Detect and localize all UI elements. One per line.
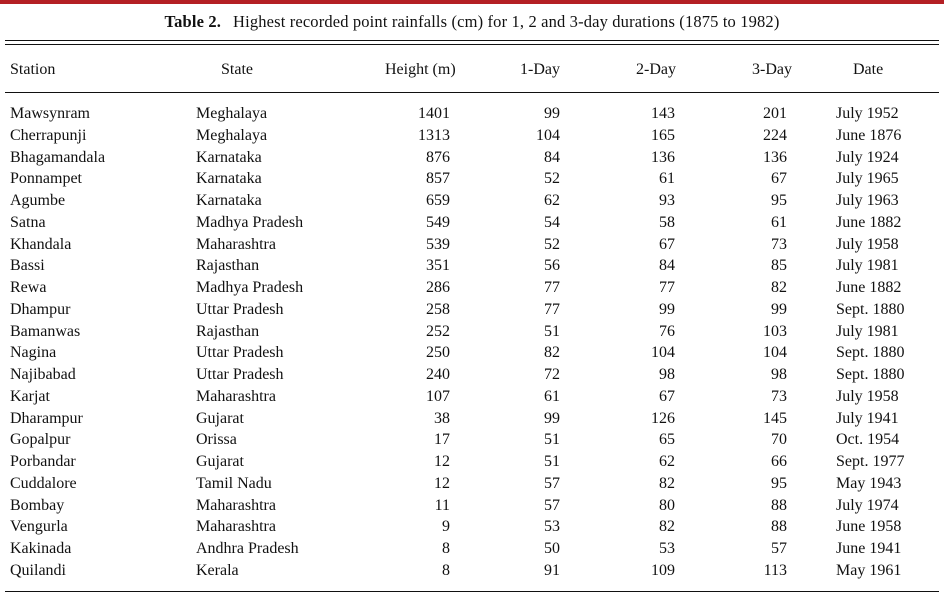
cell-state: Karnataka — [196, 192, 262, 209]
table-row — [0, 343, 944, 365]
cell-state: Kerala — [196, 561, 239, 579]
cell-height: 1401 — [418, 105, 450, 122]
header-state: State — [221, 61, 253, 78]
cell-state: Maharashtra — [196, 496, 276, 514]
cell-height: 250 — [426, 344, 450, 362]
cell-3-day: 82 — [771, 279, 787, 296]
cell-1-day: 50 — [544, 540, 560, 557]
cell-date: June 1882 — [836, 213, 902, 231]
cell-station: Ponnampet — [10, 170, 82, 188]
cell-3-day: 57 — [771, 540, 787, 557]
header-3-day: 3-Day — [752, 61, 792, 78]
cell-station: Kakinada — [10, 540, 72, 557]
cell-1-day: 51 — [544, 431, 560, 449]
cell-station: Karjat — [10, 387, 50, 405]
header-rule — [5, 92, 939, 93]
cell-date: Sept. 1880 — [836, 344, 905, 362]
cell-1-day: 72 — [544, 366, 560, 383]
cell-1-day: 104 — [536, 126, 560, 144]
cell-station: Bombay — [10, 496, 65, 514]
cell-1-day: 51 — [544, 453, 560, 470]
cell-station: Najibabad — [10, 366, 76, 383]
cell-3-day: 88 — [771, 518, 787, 536]
cell-1-day: 61 — [544, 387, 560, 405]
cell-height: 258 — [426, 300, 450, 318]
cell-height: 12 — [434, 453, 450, 470]
cell-date: May 1961 — [836, 561, 902, 579]
cell-1-day: 77 — [544, 300, 560, 318]
table-row — [0, 300, 944, 322]
cell-1-day: 62 — [544, 192, 560, 209]
cell-3-day: 113 — [763, 561, 787, 579]
cell-2-day: 93 — [659, 192, 675, 209]
table-row — [0, 387, 944, 409]
table-caption — [0, 12, 944, 32]
cell-station: Porbandar — [10, 453, 76, 470]
cell-3-day: 70 — [771, 431, 787, 449]
cell-state: Uttar Pradesh — [196, 300, 284, 318]
cell-station: Bhagamandala — [10, 148, 106, 166]
cell-date: July 1924 — [836, 148, 899, 166]
cell-date: July 1981 — [836, 322, 899, 340]
table-row — [0, 496, 944, 518]
cell-date: Sept. 1880 — [836, 366, 905, 383]
cell-3-day: 104 — [763, 344, 787, 362]
cell-state: Maharashtra — [196, 518, 276, 536]
header-height: Height (m) — [385, 61, 456, 78]
cell-date: Oct. 1954 — [836, 431, 900, 449]
cell-1-day: 84 — [544, 148, 560, 166]
cell-2-day: 109 — [651, 561, 675, 579]
header-2-day: 2-Day — [636, 61, 676, 78]
cell-date: July 1958 — [836, 387, 899, 405]
cell-2-day: 99 — [659, 300, 675, 318]
table-row — [0, 409, 944, 431]
cell-state: Madhya Pradesh — [196, 213, 304, 231]
table-title: Highest recorded point rainfalls (cm) for 1, 2 and 3-day durations (1875 to 1982) — [233, 12, 780, 31]
cell-date: June 1958 — [836, 518, 902, 536]
cell-station: Khandala — [10, 235, 72, 253]
cell-station: Agumbe — [10, 192, 66, 209]
cell-3-day: 67 — [771, 170, 787, 188]
cell-2-day: 80 — [659, 496, 675, 514]
top-accent-bar — [0, 0, 944, 4]
cell-3-day: 103 — [763, 322, 787, 340]
cell-3-day: 95 — [771, 192, 787, 209]
table-row — [0, 539, 944, 561]
cell-station: Quilandi — [10, 561, 66, 579]
cell-state: Maharashtra — [196, 387, 276, 405]
cell-2-day: 126 — [651, 409, 675, 427]
header-station: Station — [10, 61, 56, 78]
cell-1-day: 54 — [544, 213, 560, 231]
cell-2-day: 84 — [659, 257, 675, 275]
table-row — [0, 517, 944, 539]
cell-3-day: 145 — [763, 409, 787, 427]
cell-date: July 1965 — [836, 170, 899, 188]
cell-2-day: 76 — [659, 322, 675, 340]
cell-state: Andhra Pradesh — [196, 540, 299, 557]
cell-state: Maharashtra — [196, 235, 276, 253]
cell-date: May 1943 — [836, 474, 902, 492]
cell-2-day: 136 — [651, 148, 675, 166]
cell-station: Satna — [10, 213, 46, 231]
table-row — [0, 148, 944, 170]
cell-3-day: 201 — [763, 105, 787, 122]
cell-2-day: 98 — [659, 366, 675, 383]
cell-2-day: 82 — [659, 518, 675, 536]
cell-height: 8 — [442, 561, 450, 579]
cell-3-day: 73 — [771, 235, 787, 253]
cell-station: Dhampur — [10, 300, 71, 318]
cell-date: June 1882 — [836, 279, 902, 296]
cell-date: June 1876 — [836, 126, 902, 144]
cell-height: 351 — [426, 257, 450, 275]
cell-state: Rajasthan — [196, 257, 260, 275]
cell-station: Mawsynram — [10, 105, 90, 122]
cell-height: 659 — [426, 192, 450, 209]
cell-3-day: 224 — [763, 126, 787, 144]
cell-3-day: 95 — [771, 474, 787, 492]
cell-station: Nagina — [10, 344, 57, 362]
table-row — [0, 256, 944, 278]
table-row — [0, 452, 944, 474]
cell-height: 12 — [434, 474, 450, 492]
table-row — [0, 235, 944, 257]
cell-3-day: 85 — [771, 257, 787, 275]
cell-state: Uttar Pradesh — [196, 366, 284, 383]
cell-1-day: 52 — [544, 235, 560, 253]
cell-date: July 1981 — [836, 257, 899, 275]
cell-1-day: 82 — [544, 344, 560, 362]
cell-2-day: 143 — [651, 105, 675, 122]
cell-station: Dharampur — [10, 409, 83, 427]
cell-state: Gujarat — [196, 453, 244, 470]
cell-1-day: 57 — [544, 496, 560, 514]
cell-1-day: 56 — [544, 257, 560, 275]
cell-state: Meghalaya — [196, 126, 268, 144]
cell-2-day: 67 — [659, 235, 675, 253]
cell-date: Sept. 1880 — [836, 300, 905, 318]
cell-2-day: 82 — [659, 474, 675, 492]
cell-state: Orissa — [196, 431, 237, 449]
cell-date: July 1963 — [836, 192, 899, 209]
cell-2-day: 67 — [659, 387, 675, 405]
cell-2-day: 165 — [651, 126, 675, 144]
cell-1-day: 52 — [544, 170, 560, 188]
cell-height: 9 — [442, 518, 450, 536]
table-row — [0, 191, 944, 213]
cell-2-day: 62 — [659, 453, 675, 470]
cell-2-day: 65 — [659, 431, 675, 449]
cell-height: 857 — [426, 170, 450, 188]
table-row — [0, 561, 944, 583]
cell-date: July 1958 — [836, 235, 899, 253]
cell-station: Bamanwas — [10, 322, 81, 340]
cell-3-day: 61 — [771, 213, 787, 231]
cell-height: 876 — [426, 148, 450, 166]
table-top-rule — [5, 40, 939, 41]
cell-state: Meghalaya — [196, 105, 268, 122]
cell-height: 38 — [434, 409, 450, 427]
cell-3-day: 99 — [771, 300, 787, 318]
cell-state: Madhya Pradesh — [196, 279, 304, 296]
table-row — [0, 104, 944, 126]
cell-date: July 1941 — [836, 409, 899, 427]
table-top-rule-inner — [5, 44, 939, 45]
cell-state: Uttar Pradesh — [196, 344, 284, 362]
table-number: Table 2. — [164, 12, 222, 31]
cell-1-day: 53 — [544, 518, 560, 536]
cell-date: Sept. 1977 — [836, 453, 905, 470]
cell-state: Tamil Nadu — [196, 474, 272, 492]
table-row — [0, 430, 944, 452]
cell-3-day: 98 — [771, 366, 787, 383]
cell-height: 286 — [426, 279, 450, 296]
cell-station: Rewa — [10, 279, 47, 296]
cell-3-day: 66 — [771, 453, 787, 470]
cell-2-day: 104 — [651, 344, 675, 362]
cell-date: July 1952 — [836, 105, 899, 122]
cell-height: 17 — [434, 431, 450, 449]
table-bottom-rule — [5, 591, 939, 592]
cell-station: Cherrapunji — [10, 126, 87, 144]
table-row — [0, 169, 944, 191]
cell-2-day: 61 — [659, 170, 675, 188]
header-1-day: 1-Day — [520, 61, 560, 78]
table-row — [0, 365, 944, 387]
cell-height: 107 — [426, 387, 450, 405]
cell-2-day: 77 — [659, 279, 675, 296]
cell-1-day: 51 — [544, 322, 560, 340]
cell-1-day: 99 — [544, 409, 560, 427]
cell-height: 11 — [434, 496, 450, 514]
cell-state: Karnataka — [196, 170, 262, 188]
cell-state: Gujarat — [196, 409, 244, 427]
table-row — [0, 126, 944, 148]
table-row — [0, 322, 944, 344]
cell-3-day: 136 — [763, 148, 787, 166]
cell-2-day: 58 — [659, 213, 675, 231]
cell-height: 549 — [426, 213, 450, 231]
cell-1-day: 57 — [544, 474, 560, 492]
cell-2-day: 53 — [659, 540, 675, 557]
cell-state: Rajasthan — [196, 322, 260, 340]
cell-height: 1313 — [418, 126, 450, 144]
cell-3-day: 88 — [771, 496, 787, 514]
cell-station: Bassi — [10, 257, 45, 275]
cell-height: 240 — [426, 366, 450, 383]
cell-state: Karnataka — [196, 148, 262, 166]
table-row — [0, 213, 944, 235]
cell-height: 252 — [426, 322, 450, 340]
cell-1-day: 99 — [544, 105, 560, 122]
cell-station: Gopalpur — [10, 431, 71, 449]
cell-station: Vengurla — [10, 518, 68, 536]
cell-date: June 1941 — [836, 540, 902, 557]
cell-3-day: 73 — [771, 387, 787, 405]
table-row — [0, 474, 944, 496]
cell-height: 539 — [426, 235, 450, 253]
cell-date: July 1974 — [836, 496, 899, 514]
cell-1-day: 91 — [544, 561, 560, 579]
cell-station: Cuddalore — [10, 474, 77, 492]
cell-1-day: 77 — [544, 279, 560, 296]
table-row — [0, 278, 944, 300]
header-date: Date — [853, 61, 884, 78]
cell-height: 8 — [442, 540, 450, 557]
